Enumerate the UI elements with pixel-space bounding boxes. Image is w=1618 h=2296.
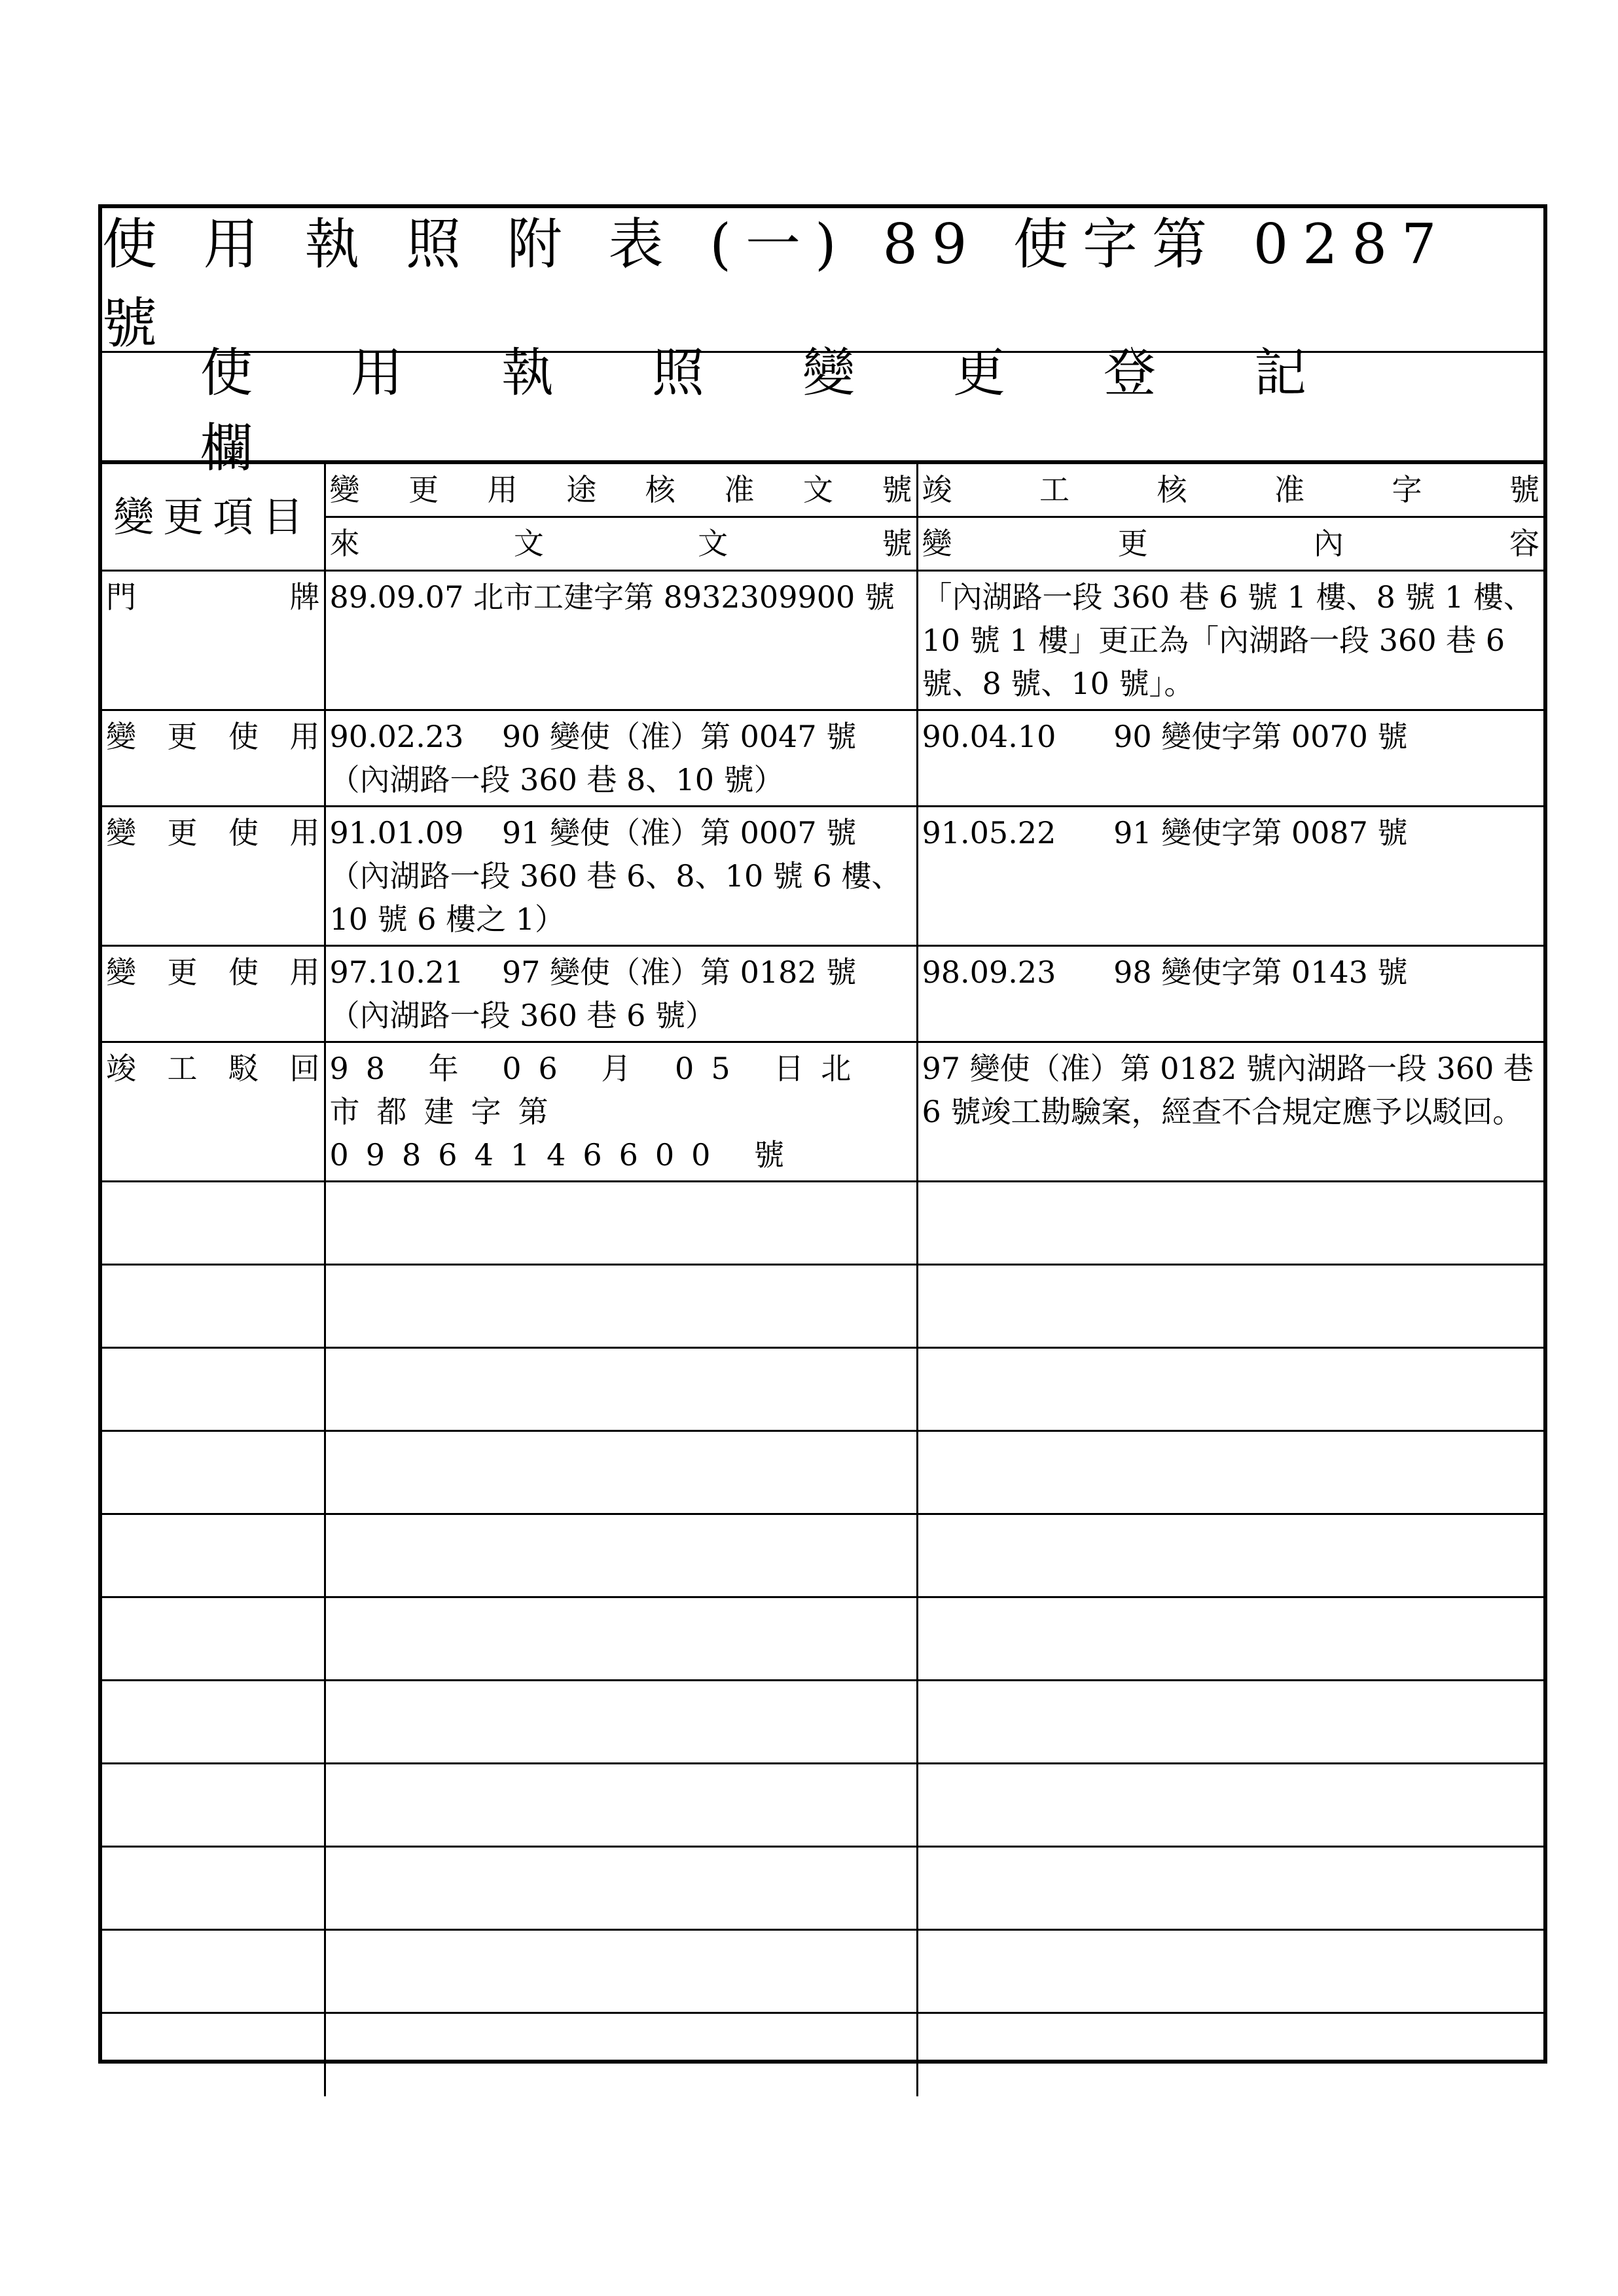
empty-row [102,1930,1543,2013]
table-row [102,807,1543,946]
empty-row [102,1514,1543,1597]
empty-row [102,1847,1543,1930]
row-item: 變更使用 [102,946,325,1042]
row-item: 變更使用 [102,710,325,807]
header-incoming-doc-no: 來文文號 [325,517,917,571]
empty-row [102,1182,1543,1265]
empty-row [102,1764,1543,1847]
empty-row [102,1681,1543,1764]
table-row [102,571,1543,710]
row-doc: 90.02.23 90 變使（准）第 0047 號 （內湖路一段 360 巷 8、10 號） [325,710,917,807]
table-row [102,1042,1543,1182]
empty-row [102,1265,1543,1348]
header-row-top [102,464,1543,517]
row-doc: 91.01.09 91 變使（准）第 0007 號 （內湖路一段 360 巷 6、8、10 號 6 樓、10 號 6 樓之 1） [325,807,917,946]
row-item: 變更使用 [102,807,325,946]
row-content: 91.05.22 91 變使字第 0087 號 [917,807,1543,946]
table-row [102,946,1543,1042]
empty-row [102,2013,1543,2096]
change-register-table [102,462,1543,2096]
empty-row [102,1431,1543,1514]
row-doc: 89.09.07 北市工建字第 8932309900 號 [325,571,917,710]
row-content: 98.09.23 98 變使字第 0143 號 [917,946,1543,1042]
document-frame [98,204,1547,2064]
row-content: 97 變使（准）第 0182 號內湖路一段 360 巷 6 號竣工勘驗案，經查不合規定應予以駁回。 [917,1042,1543,1182]
row-content: 「內湖路一段 360 巷 6 號 1 樓、8 號 1 樓、10 號 1 樓」更正為「內湖路一段 360 巷 6 號、8 號、10 號」。 [917,571,1543,710]
row-doc: 97.10.21 97 變使（准）第 0182 號 （內湖路一段 360 巷 6 號） [325,946,917,1042]
empty-row [102,1597,1543,1681]
header-approval-doc-no: 變更用途核准文號 [325,464,917,517]
header-change-content: 變更內容 [917,517,1543,571]
header-completion-no: 竣工核准字號 [917,464,1543,517]
header-change-item: 變更項目 [102,464,325,571]
empty-row [102,1348,1543,1431]
row-item: 竣工駁回 [102,1042,325,1182]
row-doc: 98 年 06 月 05 日北市都建字第 09864146600 號 [325,1042,917,1182]
document-subtitle: 使用執照變更登記欄 [102,351,1543,462]
document-title: 使 用 執 照 附 表 (一) 89 使字第 0287 號 [102,208,1543,353]
row-item: 門牌 [102,571,325,710]
row-content: 90.04.10 90 變使字第 0070 號 [917,710,1543,807]
table-row [102,710,1543,807]
